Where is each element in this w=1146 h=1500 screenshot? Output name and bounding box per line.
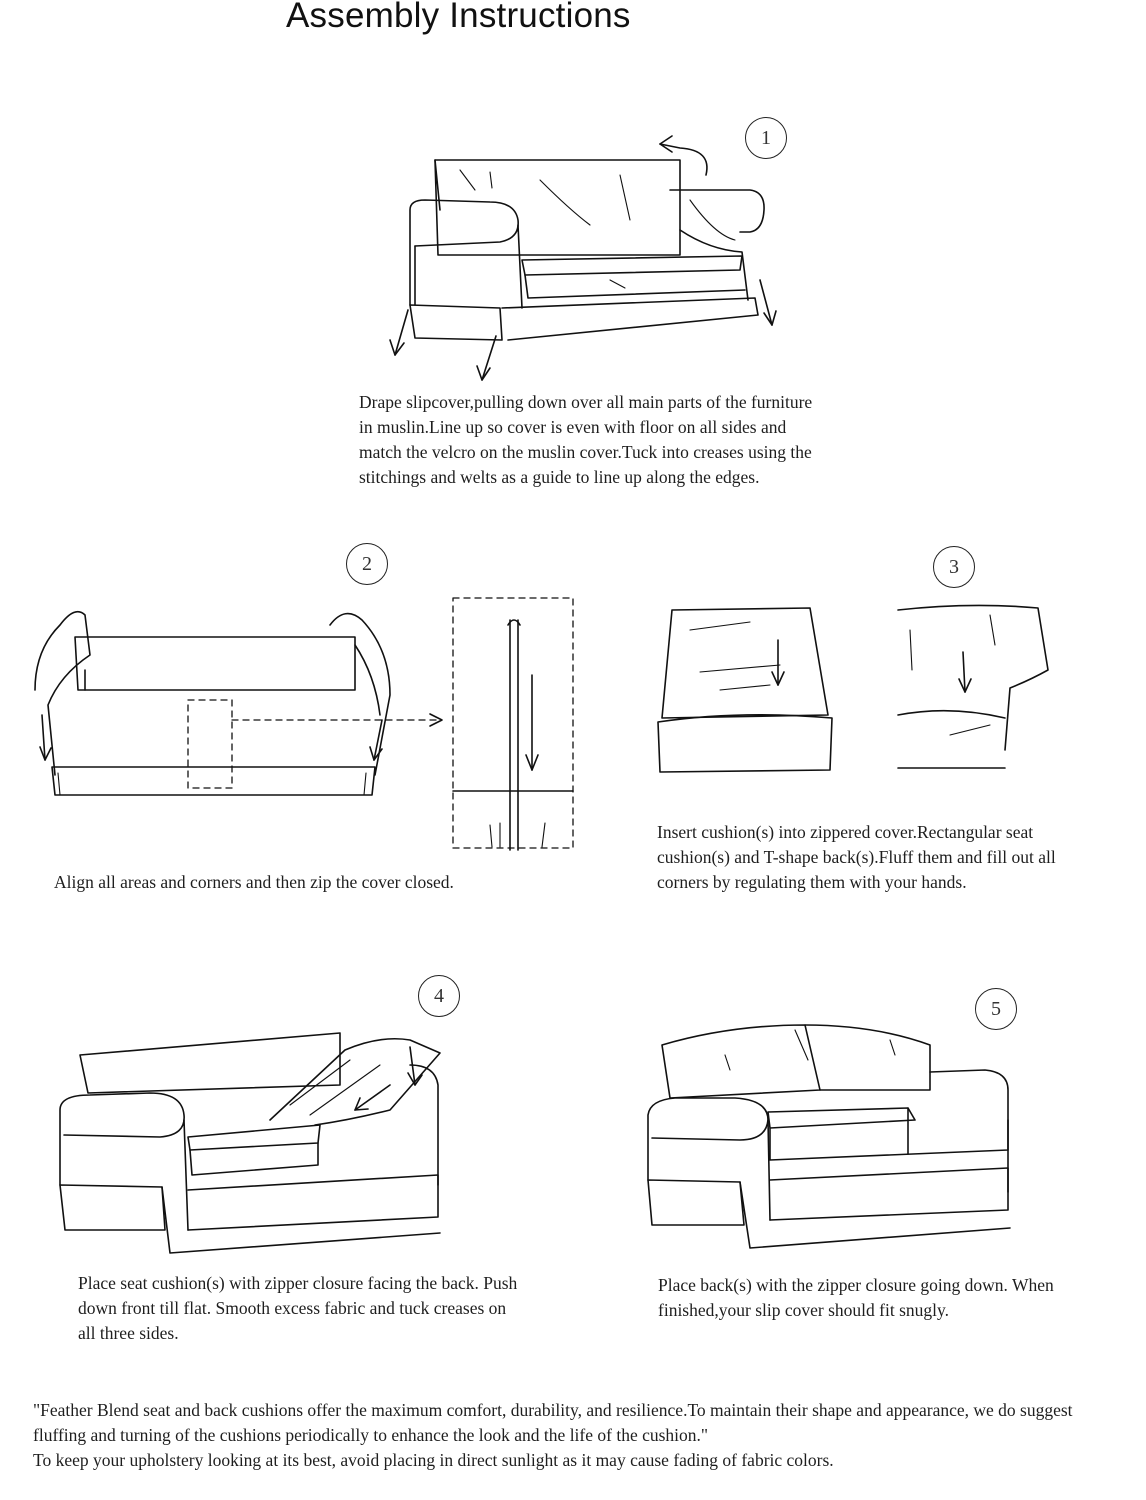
page-title: Assembly Instructions (286, 0, 631, 35)
step-1-sofa-drape-illustration (380, 130, 790, 390)
step-1-number: 1 (745, 117, 787, 159)
step-5-number: 5 (975, 988, 1017, 1030)
step-1-text: Drape slipcover,pulling down over all main parts of the furniture in muslin.Line up so cover is even with floor on all sides and match the velcro on the muslin cover.Tuck into creases using the stitchings and welts as a guide to line up along the edges. (359, 392, 813, 487)
step-3-text: Insert cushion(s) into zippered cover.Rectangular seat cushion(s) and T-shape back(s).Fluff them and fill out all corners by regulating them with your hands. (657, 822, 1056, 892)
footer-note-sunlight: To keep your upholstery looking at its best, avoid placing in direct sunlight as it may cause fading of fabric colors. (33, 1450, 834, 1470)
footer-note-cushions: "Feather Blend seat and back cushions offer the maximum comfort, durability, and resilience.To maintain their shape and appearance, we do suggest fluffing and turning of the cushions periodically to enhance the look and the life of the cushion." (33, 1400, 1073, 1445)
step-5-finished-sofa-illustration (640, 1020, 1020, 1255)
step-3-cushion-insert-illustration (650, 600, 1060, 780)
step-2-sofa-zipper-illustration (30, 595, 585, 855)
step-4-number: 4 (418, 975, 460, 1017)
step-4-text: Place seat cushion(s) with zipper closure facing the back. Push down front till flat. Smooth excess fabric and tuck creases on all three sides. (78, 1273, 518, 1343)
step-2-text: Align all areas and corners and then zip the cover closed. (54, 872, 454, 892)
step-4-seat-cushion-illustration (50, 1025, 450, 1260)
step-5-text: Place back(s) with the zipper closure going down. When finished,your slip cover should fit snugly. (658, 1275, 1054, 1320)
step-2-number: 2 (346, 543, 388, 585)
step-3-number: 3 (933, 546, 975, 588)
